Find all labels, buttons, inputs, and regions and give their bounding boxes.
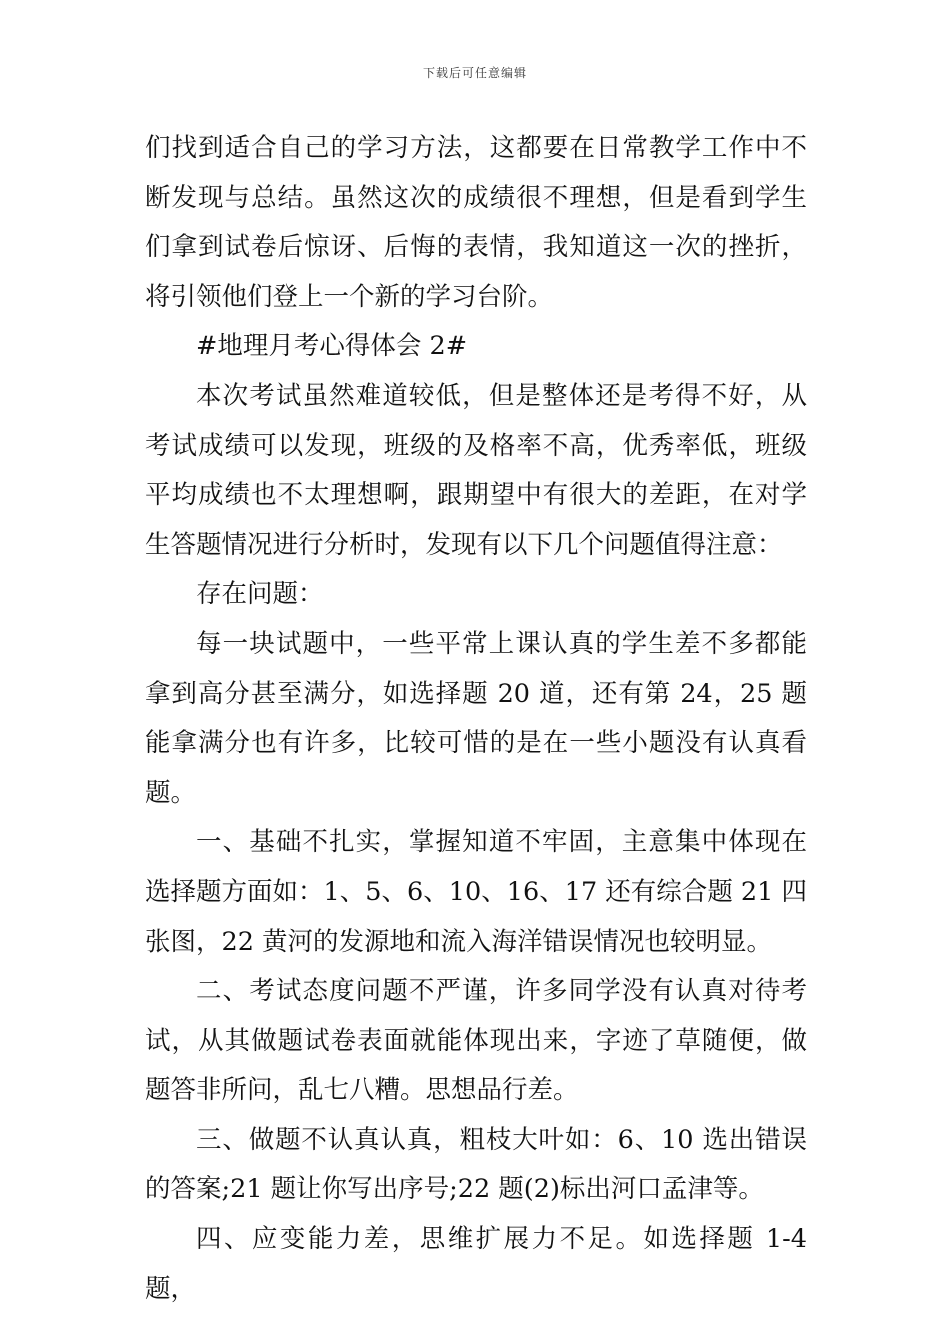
page-header: 下载后可任意编辑: [422, 66, 527, 80]
paragraph-continuation: 们找到适合自己的学习方法，这都要在日常教学工作中不断发现与总结。虽然这次的成绩很不理想，但是看到学生们拿到试卷后惊讶、后悔的表情，我知道这一次的挫折，将引领他们登上一个新的学习台阶。: [145, 133, 807, 312]
paragraph-overview: 每一块试题中，一些平常上课认真的学生差不多都能拿到高分甚至满分，如选择题 20 道，还有第 24，25 题能拿满分也有许多，比较可惜的是在一些小题没有认真看题。: [145, 628, 807, 808]
paragraph-point-1: 一、基础不扎实，掌握知道不牢固，主意集中体现在选择题方面如：1、5、6、10、16、17 还有综合题 21 四张图，22 黄河的发源地和流入海洋错误情况也较明显。: [145, 827, 807, 957]
paragraph-intro: 本次考试虽然难道较低，但是整体还是考得不好，从考试成绩可以发现，班级的及格率不高，优秀率低，班级平均成绩也不太理想啊，跟期望中有很大的差距，在对学生答题情况进行分析时，发现有以下几个问题值得注意：: [145, 380, 807, 560]
paragraph-point-3: 三、做题不认真认真，粗枝大叶如：6、10 选出错误的答案;21 题让你写出序号;22 题(2)标出河口孟津等。: [145, 1124, 807, 1205]
paragraph-point-2: 二、考试态度问题不严谨，许多同学没有认真对待考试，从其做题试卷表面就能体现出来，字迹了草随便，做题答非所问，乱七八糟。思想品行差。: [145, 976, 807, 1106]
section-heading: #地理月考心得体会 2#: [196, 331, 468, 362]
paragraph-problems-label: 存在问题：: [196, 579, 324, 610]
paragraph-point-4: 四、应变能力差，思维扩展力不足。如选择题 1-4 题，: [145, 1224, 807, 1304]
document-body: [145, 124, 807, 1314]
